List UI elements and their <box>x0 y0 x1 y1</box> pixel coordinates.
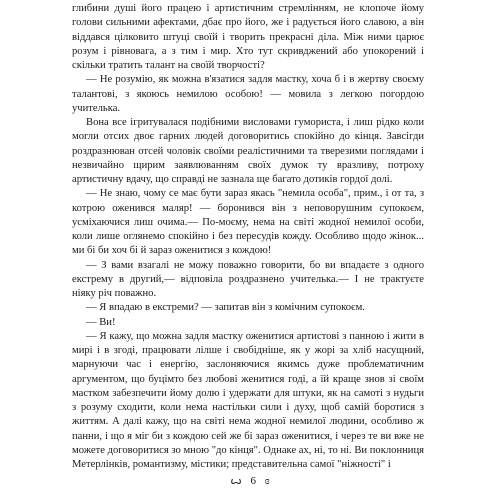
paragraph: Вона все ігритувалася подібними висловами гумориста, і лиш рідко коли могли отсих двоє гарних людей договоритись спокійно до кінця. Завсігди роздразнюван отсей чоловік своїми реалістичними та тверезими поглядами і незвичайно щирим заявлюванням своїх думок ту вразливу, потроху артистичну вдачу, що справді не зазнала ще багато дотиків гордої долі. <box>72 117 424 185</box>
paragraph: — З вами взагалі не можу поважно говорити, бо ви впадаєте з одного екстрему в другий,— відповіла роздразнено учителька.— І не трактуєте ніяку річ поважно. <box>72 259 424 299</box>
left-ornament: ꙍ <box>230 475 242 487</box>
paragraph: — Ви! <box>86 316 116 328</box>
page-footer <box>0 474 500 487</box>
paragraph: — Не знаю, чому се має бути зараз якась "немила особа", прим., і от та, з котрою оженився маляр! — боронився він з неповорушним супокоєм, усміхаючися лиш очима.— По-моєму, нема на світі жодної немилої особи, коли лише оглянемо спокійно і без пересудів кожду. Особливо щодо жінок... ми бі би хоч бі й зараз оженитися з кождою! <box>72 188 424 257</box>
page-number: 6 <box>250 475 256 487</box>
paragraph-continued: глибини душі його працею і артистичним стремлінням, не клопоче йому голови сильними афектами, дбає про його, же і радується його славою, а він віддався цілковито штуці своїй і творить прекрасні діла. Між ними царює розум і рівновага, а з тим і мир. Хто тут скривджений або упокорений і скільки тратить талант на своїй творчості? <box>72 3 424 71</box>
document-page <box>72 2 424 472</box>
right-ornament: ɞ <box>264 475 270 487</box>
paragraph: — Не розумію, як можна в'язатися задля мастку, хоча б і в жертву своєму талантові, з якоюсь немилою особою! — мовила з легкою погордою учителька. <box>72 74 424 114</box>
paragraph: — Я впадаю в екстреми? — запитав він з комічним супокоєм. <box>86 302 365 314</box>
paragraph: — Я кажу, що можна задля мастку оженитися артистові з панною і жити в мирі і в згоді, працювати лілше і свобідніше, як у жорі за хліб насущний, марнуючи час і енергію, заслоняючися якимсь дуже проблематичним аргументом, що буцімто без любові женитися годі, а їй краще знов зі своїм мастком забезпечити йому долю і удержати для штуки, як на самоті з нудьги з розуму сходити, коли нема настільки сили і духу, щоб самій боротися з життям. А далі кажу, що на світі нема жодної немилої людини, особливо ж панни, і що я міг би з кождою сей же бі зараз оженитися, і через те ви вже не можете договоритися зо мною "до кінця". Однаке ах, ні, то ні. Ви поклонниця Метерлінків, романтизму, містики; представительна самої "ніжності" і <box>72 330 424 470</box>
